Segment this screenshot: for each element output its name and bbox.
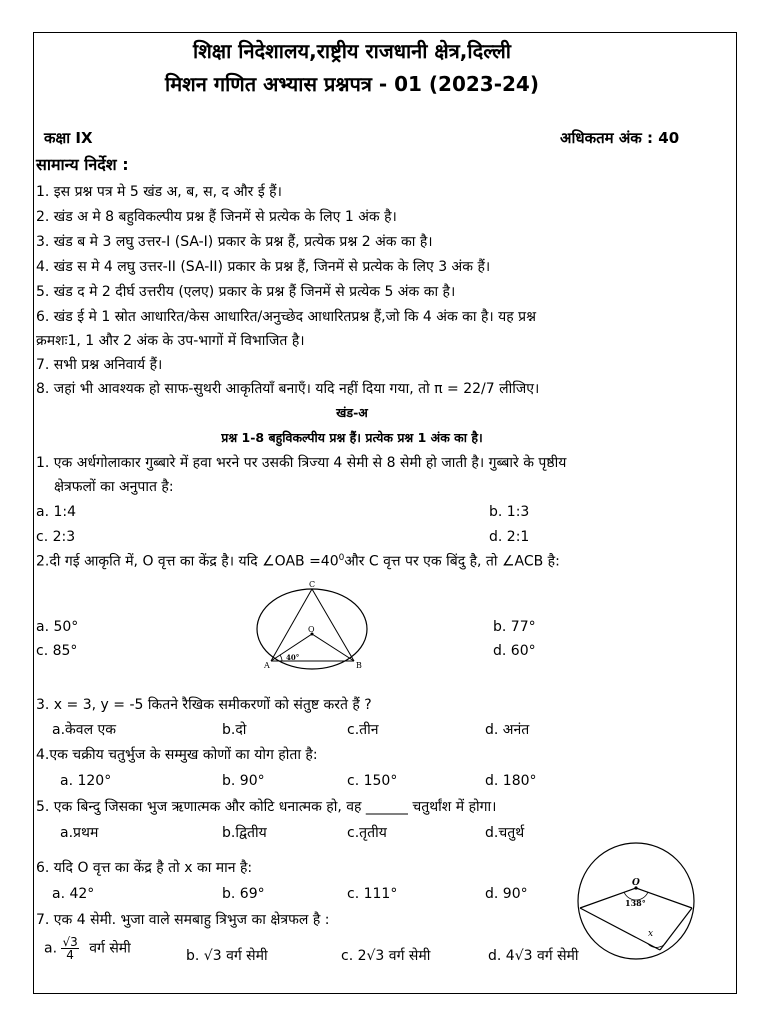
q5-option-b: b.द्वितीय (222, 825, 267, 841)
q2-label-b: B (356, 661, 362, 670)
q2-option-d: d. 60° (493, 643, 536, 659)
q4-option-a: a. 120° (60, 773, 112, 789)
q6-option-d: d. 90° (485, 886, 528, 902)
section-subtitle: प्रश्न 1-8 बहुविकल्पीय प्रश्न हैं। प्रत्येक प्रश्न 1 अंक का है। (221, 430, 483, 445)
q6-angle-label: 138° (625, 898, 646, 908)
q3-option-c: c.तीन (347, 722, 379, 738)
max-marks: अधिकतम अंक : 40 (560, 129, 680, 147)
class-label: कक्षा IX (44, 129, 93, 147)
q1-option-a: a. 1:4 (36, 504, 77, 520)
instruction-line: 7. सभी प्रश्न अनिवार्य हैं। (36, 357, 163, 373)
q6-option-c: c. 111° (347, 886, 398, 902)
instruction-line: 3. खंड ब मे 3 लघु उत्तर-I (SA-I) प्रकार के प्रश्न हैं, प्रत्येक प्रश्न 2 अंक का है। (36, 234, 433, 250)
instruction-line: 1. इस प्रश्न पत्र मे 5 खंड अ, ब, स, द और ई हैं। (36, 184, 282, 200)
q2-angle-label: 40° (286, 653, 300, 662)
instruction-line: 5. खंड द मे 2 दीर्घ उत्तरीय (एलए) प्रकार के प्रश्न हैं जिनमें से प्रत्येक 5 अंक का है। (36, 284, 456, 300)
q2-label-c: C (309, 580, 316, 589)
q6-label-o: O (632, 878, 640, 888)
q3-option-a: a.केवल एक (52, 722, 117, 738)
q4-option-b: b. 90° (222, 773, 265, 789)
q2-option-a: a. 50° (36, 619, 79, 635)
instruction-line: 2. खंड अ मे 8 बहुविकल्पीय प्रश्न हैं जिनमें से प्रत्येक के लिए 1 अंक है। (36, 209, 397, 225)
q1-option-b: b. 1:3 (489, 504, 530, 520)
q3-option-d: d. अनंत (485, 722, 530, 738)
q7-option-d: d. 4√3 वर्ग सेमी (488, 948, 579, 964)
title-line-2: मिशन गणित अभ्यास प्रश्नपत्र - 01 (2023-24) (165, 72, 539, 96)
q2-text: 2.दी गई आकृति में, O वृत्त का केंद्र है। यदि ∠OAB $=40^0और$ C वृत्त पर एक बिंदु है, तो ∠ACB है: (36, 553, 560, 570)
q6-text: 6. यदि O वृत्त का केंद्र है तो x का मान है: (36, 860, 253, 876)
q5-option-d: d.चतुर्थ (485, 825, 525, 841)
instruction-line: क्रमशः1, 1 और 2 अंक के उप-भागों में विभाजित है। (36, 333, 305, 349)
q6-option-b: b. 69° (222, 886, 265, 902)
q1-option-d: d. 2:1 (489, 529, 530, 545)
q7-option-b: b. √3 वर्ग सेमी (186, 948, 268, 964)
q5-option-a: a.प्रथम (60, 825, 99, 841)
q4-option-d: d. 180° (485, 773, 537, 789)
title-line-1: शिक्षा निदेशालय,राष्ट्रीय राजधानी क्षेत्र,दिल्ली (193, 39, 511, 63)
q5-option-c: c.तृतीय (347, 825, 387, 841)
instruction-line: 4. खंड स मे 4 लघु उत्तर-II (SA-II) प्रकार के प्रश्न हैं, जिनमें से प्रत्येक के लिए 3 अंक हैं। (36, 259, 491, 275)
q2-option-b: b. 77° (493, 619, 536, 635)
q3-option-b: b.दो (222, 722, 247, 738)
q4-option-c: c. 150° (347, 773, 398, 789)
q4-text: 4.एक चक्रीय चतुर्भुज के सम्मुख कोणों का योग होता है: (36, 747, 318, 763)
q6-circle-figure (574, 838, 698, 964)
q7-option-c: c. 2√3 वर्ग सेमी (341, 948, 431, 964)
q1-text: 1. एक अर्धगोलाकार गुब्बारे में हवा भरने पर उसकी त्रिज्या 4 सेमी से 8 सेमी हो जाती है। गुब्बारे के पृष्ठीय (36, 455, 567, 471)
q6-label-x: x (648, 929, 654, 939)
q7-text: 7. एक 4 सेमी. भुजा वाले समबाहु त्रिभुज का क्षेत्रफल है : (36, 912, 330, 928)
q7-option-a: a. $\frac{√3}{4}$ वर्ग सेमी (44, 935, 131, 962)
q1-option-c: c. 2:3 (36, 529, 76, 545)
q2-circle-figure (250, 580, 374, 672)
q5-text: 5. एक बिन्दु जिसका भुज ऋणात्मक और कोटि धनात्मक हो, वह ______ चतुर्थांश में होगा। (36, 799, 497, 815)
instruction-line: 8. जहां भी आवश्यक हो साफ-सुथरी आकृतियाँ बनाएँ। यदि नहीं दिया गया, तो π = 22/7 लीजिए। (36, 381, 540, 397)
instruction-line: 6. खंड ई मे 1 स्रोत आधारित/केस आधारित/अनुच्छेद आधारितप्रश्न हैं,जो कि 4 अंक का है। यह प्रश्न (36, 309, 537, 325)
instructions-heading: सामान्य निर्देश : (36, 155, 129, 174)
q2-label-a: A (264, 661, 270, 670)
section-title: खंड-अ (336, 405, 368, 420)
q2-option-c: c. 85° (36, 643, 78, 659)
q2-label-o: O (308, 625, 315, 634)
q3-text: 3. x = 3, y = -5 कितने रैखिक समीकरणों को संतुष्ट करते हैं ? (36, 697, 372, 713)
q6-option-a: a. 42° (52, 886, 95, 902)
q1-text-cont: क्षेत्रफलों का अनुपात है: (54, 479, 174, 495)
